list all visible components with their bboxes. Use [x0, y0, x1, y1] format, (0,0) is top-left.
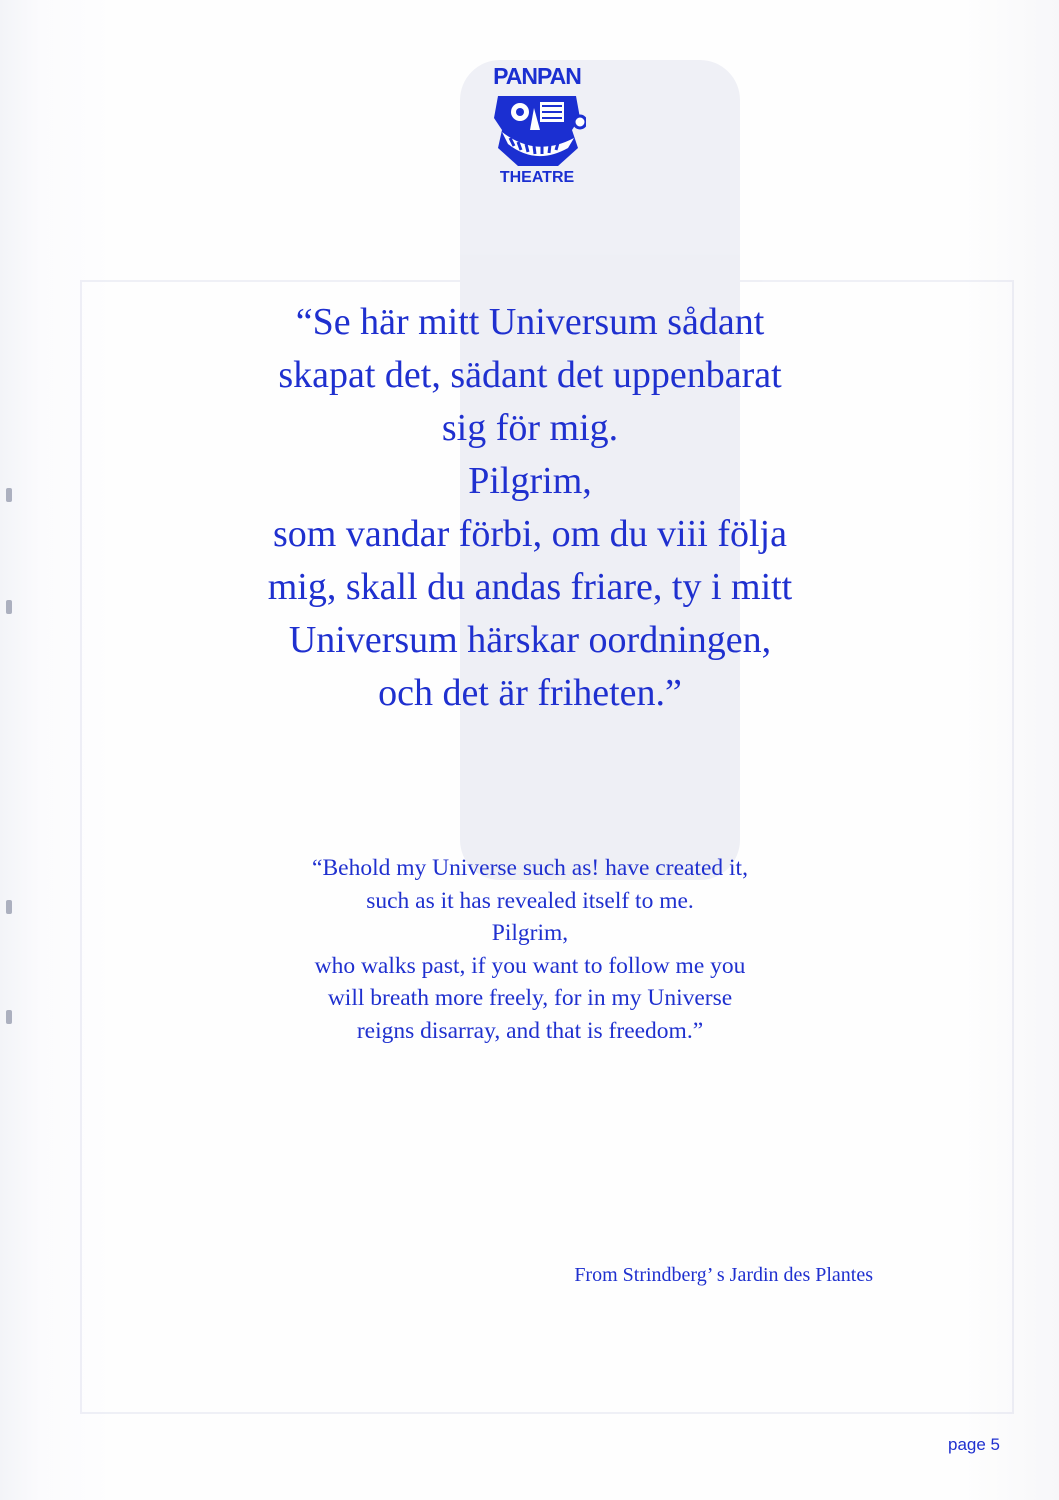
- english-quote-line: will breath more freely, for in my Universe: [327, 985, 733, 1011]
- swedish-quote-line: som vandar förbi, om du viii följa: [273, 513, 787, 555]
- staple-mark: [6, 488, 12, 502]
- english-quote-line: reigns disarray, and that is freedom.”: [356, 1017, 704, 1044]
- english-quote: [180, 852, 880, 1047]
- swedish-quote-line: Pilgrim,: [468, 460, 592, 502]
- panpan-theatre-logo: [478, 64, 596, 194]
- english-quote-line: Pilgrim,: [491, 920, 569, 946]
- swedish-quote-line: sig för mig.: [441, 407, 619, 449]
- swedish-quote-line: mig, skall du andas friare, ty i mitt: [267, 566, 793, 608]
- logo-bottom-text: THEATRE: [499, 169, 575, 186]
- swedish-quote-line: “Se här mitt Universum sådant: [295, 301, 765, 343]
- staple-mark: [6, 1010, 12, 1024]
- swedish-quote-line: Universum härskar oordningen,: [288, 619, 772, 661]
- english-quote-line: “Behold my Universe such as! have created it,: [312, 855, 748, 881]
- reverse-side-bleed-through: [80, 60, 1020, 1410]
- staple-mark: [6, 900, 12, 914]
- quote-attribution: From Strindberg’ s Jardin des Plantes: [574, 1264, 873, 1286]
- swedish-quote-line: skapat det, sädant det uppenbarat: [278, 354, 782, 396]
- staple-mark: [6, 600, 12, 614]
- jester-face-icon: [488, 88, 586, 168]
- english-quote-line: who walks past, if you want to follow me you: [314, 952, 746, 979]
- logo-top-text: PANPAN: [493, 63, 581, 89]
- swedish-quote-line: och det är friheten.”: [378, 672, 682, 714]
- english-quote-line: such as it has revealed itself to me.: [366, 887, 694, 914]
- swedish-quote: [130, 296, 930, 720]
- page-number: page 5: [948, 1435, 1000, 1454]
